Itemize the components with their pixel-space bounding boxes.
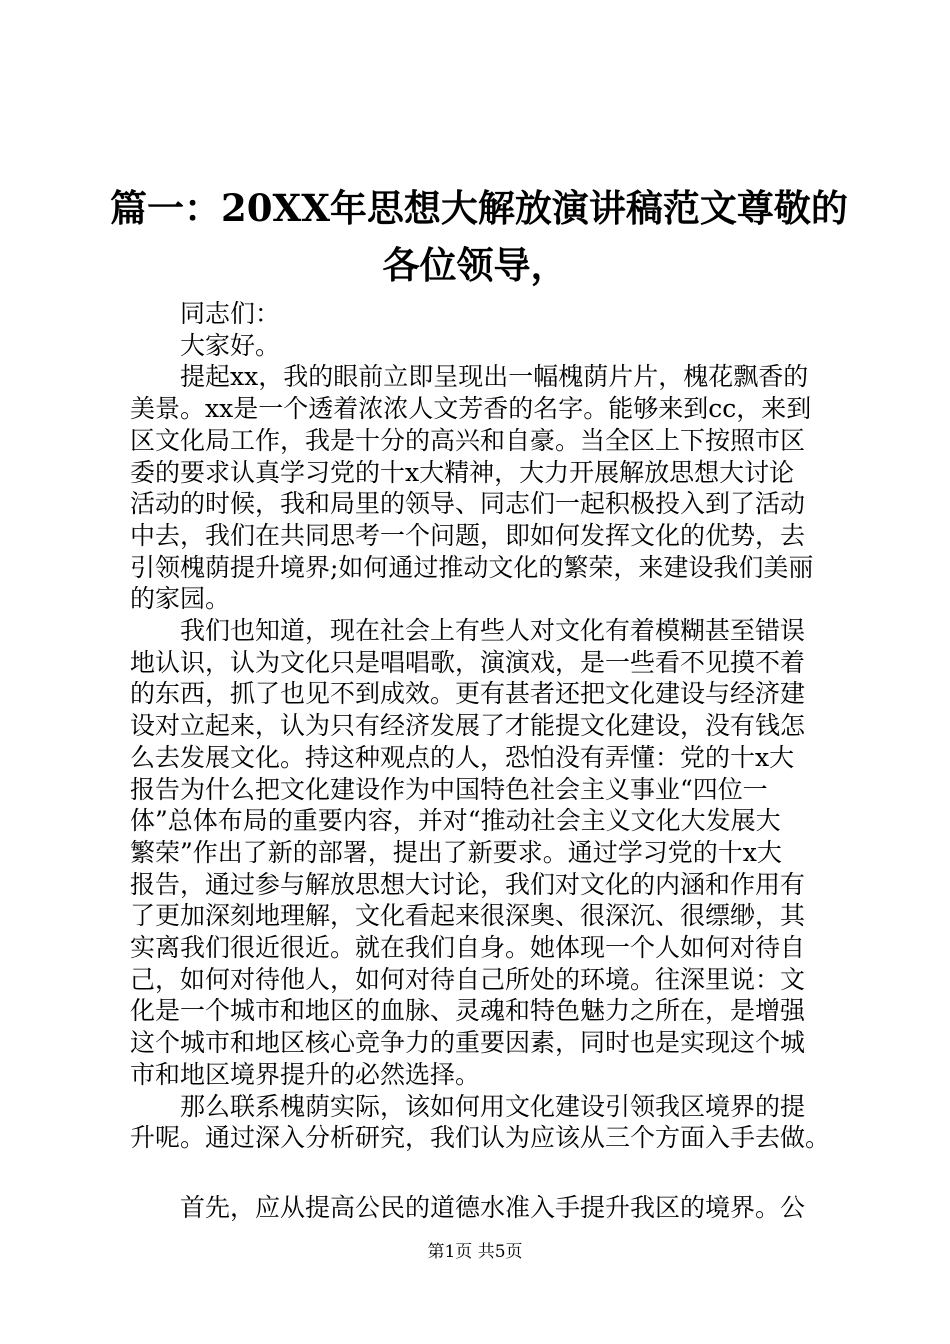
text-line: 大家好。 — [180, 330, 281, 360]
text-line: 委的要求认真学习党的十x大精神，大力开展解放思想大讨论 — [130, 457, 795, 487]
text-line: 这个城市和地区核心竞争力的重要因素，同时也是实现这个城 — [130, 1028, 806, 1058]
paragraph-gap — [130, 1154, 835, 1192]
document-title-line-2: 各位领导， — [382, 243, 568, 287]
text-line: 了更加深刻地理解，文化看起来很深奥、很深沉、很缥缈，其 — [130, 901, 806, 931]
paragraph-salutation — [130, 298, 835, 330]
paragraph-intro — [130, 361, 835, 615]
paragraph-first-point — [130, 1192, 835, 1224]
text-line: 美景。xx是一个透着浓浓人文芳香的名字。能够来到cc，来到 — [130, 394, 812, 424]
text-line: 实离我们很近很近。就在我们自身。她体现一个人如何对待自 — [130, 933, 806, 963]
document-body — [130, 298, 835, 1224]
text-line: 同志们： — [180, 299, 281, 328]
text-line: 升呢。通过深入分析研究，我们认为应该从三个方面入手去做。 — [130, 1123, 831, 1153]
text-line: 体”总体布局的重要内容，并对“推动社会主义文化大发展大 — [130, 806, 781, 836]
paragraph-culture-understanding — [130, 615, 835, 1091]
text-line: 设对立起来，认为只有经济发展了才能提文化建设，没有钱怎 — [130, 711, 806, 741]
text-line: 市和地区境界提升的必然选择。 — [130, 1059, 481, 1089]
text-line: 的东西，抓了也见不到成效。更有甚者还把文化建设与经济建 — [130, 679, 806, 709]
text-line: 化是一个城市和地区的血脉、灵魂和特色魅力之所在，是增强 — [130, 996, 806, 1026]
text-line: 引领槐荫提升境界;如何通过推动文化的繁荣，来建设我们美丽 — [130, 552, 814, 582]
document-title-line-1: 篇一：20XX年思想大解放演讲稿范文尊敬的 — [110, 186, 848, 230]
text-line: 己，如何对待他人，如何对待自己所处的环境。往深里说：文 — [130, 964, 806, 994]
text-line: 活动的时候，我和局里的领导、同志们一起积极投入到了活动 — [130, 489, 806, 519]
text-line: 的家园。 — [130, 584, 231, 614]
paragraph-greeting — [130, 330, 835, 362]
text-line: 区文化局工作，我是十分的高兴和自豪。当全区上下按照市区 — [130, 425, 806, 455]
page-footer: 第1页 共5页 — [427, 1242, 523, 1262]
text-line: 报告为什么把文化建设作为中国特色社会主义事业“四位一 — [130, 774, 768, 804]
paragraph-approach — [130, 1091, 835, 1154]
text-line: 那么联系槐荫实际，该如何用文化建设引领我区境界的提 — [180, 1091, 806, 1121]
text-line: 中去，我们在共同思考一个问题，即如何发挥文化的优势，去 — [130, 520, 806, 550]
text-line: 报告，通过参与解放思想大讨论，我们对文化的内涵和作用有 — [130, 869, 806, 899]
text-line: 么去发展文化。持这种观点的人，恐怕没有弄懂：党的十x大 — [130, 742, 795, 772]
text-line: 繁荣”作出了新的部署，提出了新要求。通过学习党的十x大 — [130, 837, 782, 867]
text-line: 提起xx，我的眼前立即呈现出一幅槐荫片片，槐花飘香的 — [180, 362, 809, 392]
text-line: 我们也知道，现在社会上有些人对文化有着模糊甚至错误 — [180, 616, 806, 646]
text-line: 地认识，认为文化只是唱唱歌，演演戏，是一些看不见摸不着 — [130, 647, 806, 677]
text-line: 首先，应从提高公民的道德水准入手提升我区的境界。公 — [180, 1192, 806, 1222]
